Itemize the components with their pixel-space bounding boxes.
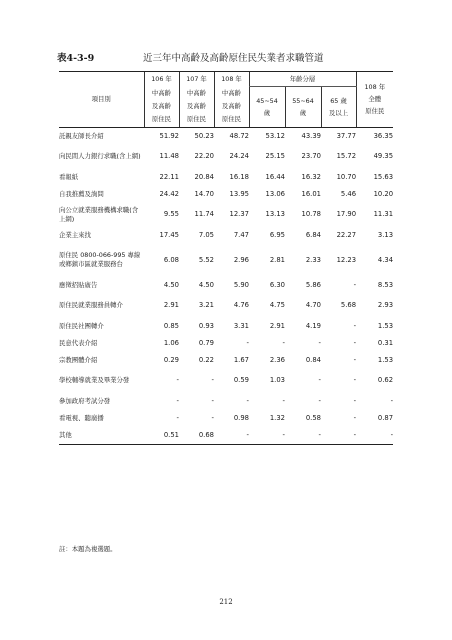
year-108-line2: 及高齡 — [214, 100, 249, 113]
row-value: 50.23 — [194, 131, 214, 140]
year-107-line1: 中高齡 — [179, 87, 214, 100]
row-value: - — [214, 427, 249, 445]
row-value: 22.11 — [159, 172, 179, 181]
row-value: - — [211, 396, 214, 405]
row-value: 24.42 — [159, 189, 179, 198]
page-number: 212 — [219, 598, 233, 606]
table-header — [59, 72, 393, 128]
row-value: - — [353, 396, 357, 405]
row-label: 向民間人力銀行求職(含上網) — [59, 152, 141, 160]
year-106-line2: 及高齡 — [144, 100, 179, 113]
row-value: 22.20 — [194, 152, 214, 160]
row-value: 1.53 — [377, 355, 394, 364]
row-label: 其他 — [59, 427, 144, 445]
row-value: 10.70 — [336, 172, 357, 181]
row-value: 13.13 — [265, 210, 285, 218]
row-label: 向公立就業服務機構求職(含上網) — [59, 205, 139, 223]
row-value: - — [353, 321, 357, 330]
year-106-line3: 原住民 — [144, 113, 179, 128]
row-label: 原住民 0800-066-995 專線或鄉鎮市區就業服務台 — [59, 251, 141, 268]
row-value: 7.05 — [198, 230, 214, 239]
row-value: 11.48 — [159, 152, 179, 160]
table-title: 近三年中高齡及高齡原住民失業者求職管道 — [143, 53, 324, 64]
row-value: 0.31 — [377, 338, 394, 347]
row-value: 0.93 — [198, 321, 214, 330]
row-label: 學校輔導就業及畢業分發 — [59, 376, 130, 384]
age-45-54-header: 45~54 歲 — [249, 87, 285, 128]
table-row — [59, 318, 393, 335]
age-55-64-header: 55~64 歲 — [285, 87, 321, 128]
row-value: 15.63 — [373, 172, 394, 181]
table-row — [59, 186, 393, 203]
row-value: - — [176, 376, 179, 384]
year-108-line3: 原住民 — [214, 113, 249, 128]
table-row — [59, 352, 393, 369]
row-value: 0.58 — [305, 413, 321, 422]
row-value: 16.18 — [229, 172, 249, 181]
row-value: 0.62 — [377, 376, 394, 384]
row-value: - — [353, 280, 357, 289]
row-value: 5.90 — [233, 280, 249, 289]
row-value: 6.30 — [269, 280, 285, 289]
row-value: 23.70 — [301, 152, 321, 160]
row-value: 48.72 — [229, 131, 249, 140]
row-label: 宗教團體介紹 — [59, 355, 98, 364]
row-value: 49.35 — [373, 152, 394, 160]
row-value: 51.92 — [159, 131, 179, 140]
row-value: 36.35 — [373, 131, 394, 140]
row-value: 43.39 — [301, 131, 321, 140]
row-value: 9.55 — [163, 210, 179, 218]
total-column-header: 108 年 全體 原住民 — [356, 72, 393, 128]
row-value: 0.59 — [233, 376, 249, 384]
row-value: 13.95 — [229, 189, 249, 198]
row-value: 4.19 — [305, 321, 321, 330]
row-value: - — [285, 427, 321, 445]
row-label: 託親友師長介紹 — [59, 131, 104, 140]
row-value: - — [318, 396, 321, 405]
table-row — [59, 145, 393, 169]
row-value: 0.29 — [163, 355, 179, 364]
row-value: 0.98 — [233, 413, 249, 422]
table-row — [59, 410, 393, 427]
row-value: 1.53 — [377, 321, 394, 330]
row-label: 原住民社團轉介 — [59, 321, 104, 330]
row-value: 11.74 — [194, 210, 214, 218]
year-108-line1: 中高齡 — [214, 87, 249, 100]
row-value: - — [176, 396, 179, 405]
row-value: 24.24 — [229, 152, 249, 160]
row-value: - — [356, 427, 393, 445]
row-value: 15.72 — [336, 152, 357, 160]
table-row — [59, 427, 393, 445]
row-label: 應徵招貼廣告 — [59, 280, 98, 289]
year-106-header: 106 年 — [144, 72, 179, 87]
row-value: 0.51 — [144, 427, 179, 445]
row-value: 4.76 — [233, 301, 249, 309]
row-value: 2.91 — [269, 321, 285, 330]
row-value: 3.13 — [377, 230, 394, 239]
row-value: 1.06 — [163, 338, 179, 347]
row-value: 14.70 — [194, 189, 214, 198]
row-value: 2.96 — [233, 255, 249, 264]
row-value: 2.33 — [305, 255, 321, 264]
row-value: - — [353, 338, 357, 347]
row-value: 0.84 — [305, 355, 321, 364]
row-value: 2.81 — [269, 255, 285, 264]
year-108-header: 108 年 — [214, 72, 249, 87]
row-value: - — [211, 376, 214, 384]
row-value: - — [246, 338, 249, 347]
table-row — [59, 203, 393, 227]
row-label: 原住民就業服務員轉介 — [59, 301, 123, 309]
table-row — [59, 127, 393, 145]
row-value: 1.67 — [233, 355, 249, 364]
row-value: 10.20 — [373, 189, 394, 198]
row-value: 6.95 — [269, 230, 285, 239]
row-value: 6.08 — [163, 255, 179, 264]
row-value: 37.77 — [336, 131, 357, 140]
table-row — [59, 227, 393, 244]
row-value: 3.21 — [198, 301, 214, 309]
table-row — [59, 393, 393, 410]
row-value: - — [390, 396, 394, 405]
row-value: 0.22 — [198, 355, 214, 364]
row-value: 2.93 — [377, 301, 394, 309]
row-value: 3.31 — [233, 321, 249, 330]
table-row — [59, 169, 393, 186]
row-label: 企業主來找 — [59, 230, 91, 239]
row-value: 0.79 — [198, 338, 214, 347]
row-value: 4.75 — [269, 301, 285, 309]
row-value: 10.78 — [301, 210, 321, 218]
row-value: - — [318, 376, 321, 384]
row-label: 自我推薦及詢問 — [59, 189, 104, 198]
row-value: 16.44 — [265, 172, 285, 181]
row-value: 8.53 — [377, 280, 394, 289]
table-body — [59, 127, 393, 444]
job-search-channels-table — [59, 71, 393, 445]
year-107-line2: 及高齡 — [179, 100, 214, 113]
row-value: 17.45 — [159, 230, 179, 239]
row-value: - — [353, 355, 357, 364]
table-number: 表4-3-9 — [57, 53, 95, 64]
row-value: 4.50 — [163, 280, 179, 289]
year-107-header: 107 年 — [179, 72, 214, 87]
age-65-plus-header: 65 歲 及以上 — [321, 87, 356, 128]
row-value: - — [353, 413, 357, 422]
row-label: 民意代表介紹 — [59, 338, 98, 347]
item-column-header: 項目別 — [59, 72, 144, 128]
row-value: 0.68 — [179, 427, 214, 445]
year-107-line3: 原住民 — [179, 113, 214, 128]
row-value: 6.84 — [305, 230, 321, 239]
row-value: 0.87 — [377, 413, 394, 422]
table-caption — [57, 53, 397, 65]
row-label: 看電視、聽廣播 — [59, 413, 104, 422]
row-value: 12.37 — [229, 210, 249, 218]
row-value: 1.03 — [269, 376, 285, 384]
row-value: 5.68 — [340, 301, 357, 309]
table-row — [59, 277, 393, 294]
row-value: - — [246, 396, 249, 405]
row-value: - — [353, 376, 357, 384]
row-value: 16.32 — [301, 172, 321, 181]
row-value: 20.84 — [194, 172, 214, 181]
row-value: - — [282, 338, 285, 347]
row-value: 25.15 — [265, 152, 285, 160]
row-value: 13.06 — [265, 189, 285, 198]
row-value: 1.32 — [269, 413, 285, 422]
row-value: 17.90 — [336, 210, 357, 218]
row-value: 16.01 — [301, 189, 321, 198]
row-value: - — [318, 338, 321, 347]
row-value: - — [249, 427, 285, 445]
row-value: 2.36 — [269, 355, 285, 364]
row-value: 22.27 — [336, 230, 357, 239]
row-value: 4.70 — [305, 301, 321, 309]
row-value: 5.86 — [305, 280, 321, 289]
table-row — [59, 335, 393, 352]
row-value: 4.50 — [198, 280, 214, 289]
table-row — [59, 369, 393, 393]
row-label: 看報紙 — [59, 172, 79, 181]
row-label: 參加政府考試分發 — [59, 396, 111, 405]
row-value: 5.46 — [340, 189, 357, 198]
table-row — [59, 294, 393, 318]
row-value: - — [282, 396, 285, 405]
table-row — [59, 244, 393, 277]
row-value: 4.34 — [377, 255, 394, 264]
row-value: - — [176, 413, 179, 422]
row-value: - — [211, 413, 214, 422]
row-value: 7.47 — [233, 230, 249, 239]
row-value: - — [321, 427, 356, 445]
row-value: 11.31 — [373, 210, 394, 218]
age-group-header: 年齡分層 — [249, 72, 356, 87]
table-footnote: 註：本題為複選題。 — [59, 545, 117, 553]
year-106-line1: 中高齡 — [144, 87, 179, 100]
row-value: 12.23 — [336, 255, 357, 264]
row-value: 0.85 — [163, 321, 179, 330]
row-value: 2.91 — [163, 301, 179, 309]
row-value: 53.12 — [265, 131, 285, 140]
row-value: 5.52 — [198, 255, 214, 264]
